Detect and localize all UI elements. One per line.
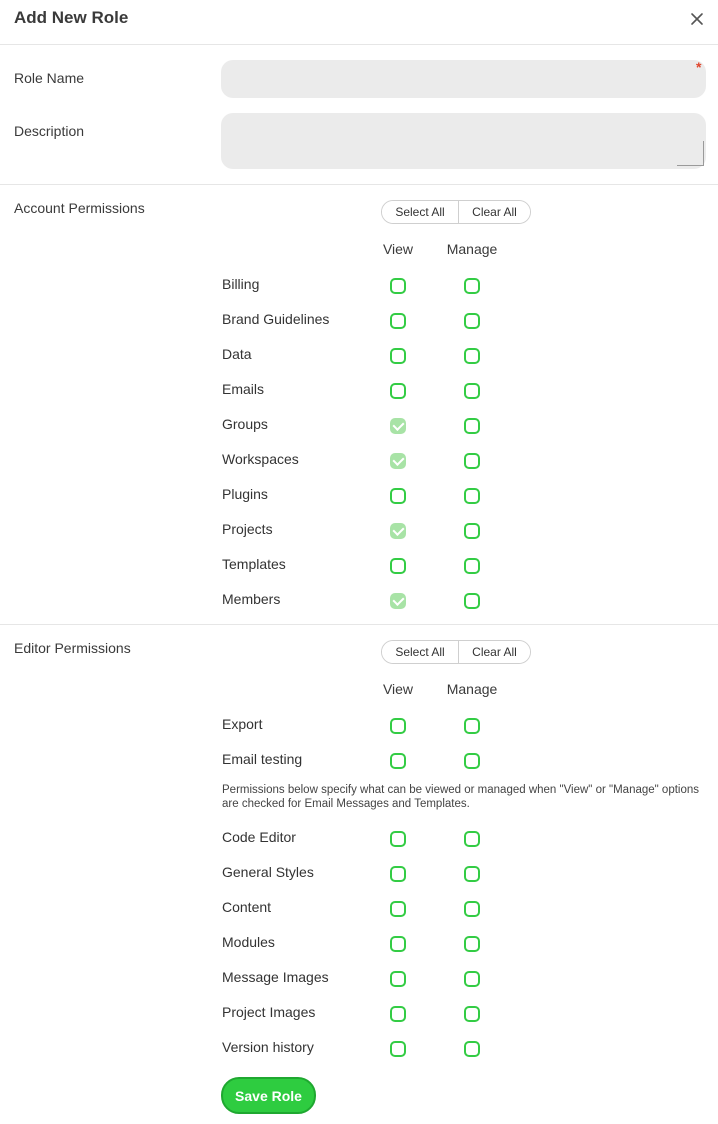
- permission-row-billing: [0, 268, 718, 303]
- view-checkbox-project-images[interactable]: [390, 1006, 406, 1022]
- manage-checkbox-members[interactable]: [464, 593, 480, 609]
- modal-title: Add New Role: [14, 8, 129, 27]
- view-checkbox-groups[interactable]: [390, 418, 406, 434]
- permission-label: General Styles: [222, 864, 314, 880]
- permission-row-export: [0, 708, 718, 743]
- account-clear-all-button[interactable]: Clear All: [459, 201, 530, 223]
- permission-row-projects: [0, 513, 718, 548]
- manage-checkbox-emails[interactable]: [464, 383, 480, 399]
- manage-checkbox-code-editor[interactable]: [464, 831, 480, 847]
- permission-row-brand-guidelines: [0, 303, 718, 338]
- permission-row-groups: [0, 408, 718, 443]
- manage-checkbox-workspaces[interactable]: [464, 453, 480, 469]
- description-label: Description: [14, 123, 85, 139]
- permission-row-workspaces: [0, 443, 718, 478]
- permissions-note: Permissions below specify what can be viewed or managed when "View" or "Manage" options are checked for Email Messages and Templates.: [222, 784, 700, 810]
- permission-row-version-history: [0, 1031, 718, 1066]
- view-checkbox-plugins[interactable]: [390, 488, 406, 504]
- permission-row-emails: [0, 373, 718, 408]
- account-permissions-title: Account Permissions: [14, 200, 145, 216]
- view-checkbox-version-history[interactable]: [390, 1041, 406, 1057]
- description-textarea[interactable]: [221, 113, 706, 169]
- view-checkbox-workspaces[interactable]: [390, 453, 406, 469]
- permission-label: Workspaces: [222, 451, 299, 467]
- view-checkbox-members[interactable]: [390, 593, 406, 609]
- permission-label: Data: [222, 346, 252, 362]
- manage-checkbox-version-history[interactable]: [464, 1041, 480, 1057]
- manage-checkbox-billing[interactable]: [464, 278, 480, 294]
- view-checkbox-email-testing[interactable]: [390, 753, 406, 769]
- permission-row-email-testing: [0, 743, 718, 778]
- permission-row-message-images: [0, 961, 718, 996]
- manage-checkbox-content[interactable]: [464, 901, 480, 917]
- permission-row-data: [0, 338, 718, 373]
- role-name-input[interactable]: [221, 60, 706, 98]
- view-checkbox-emails[interactable]: [390, 383, 406, 399]
- permission-label: Email testing: [222, 751, 303, 767]
- permission-row-code-editor: [0, 821, 718, 856]
- permission-label: Templates: [222, 556, 286, 572]
- manage-checkbox-plugins[interactable]: [464, 488, 480, 504]
- account-view-header: View: [382, 241, 414, 257]
- view-checkbox-message-images[interactable]: [390, 971, 406, 987]
- permission-label: Emails: [222, 381, 265, 397]
- permission-row-modules: [0, 926, 718, 961]
- permission-row-content: [0, 891, 718, 926]
- editor-manage-header: Manage: [446, 681, 498, 697]
- divider: [0, 184, 718, 185]
- permission-row-project-images: [0, 996, 718, 1031]
- view-checkbox-modules[interactable]: [390, 936, 406, 952]
- view-checkbox-code-editor[interactable]: [390, 831, 406, 847]
- save-role-button[interactable]: Save Role: [221, 1077, 316, 1114]
- editor-button-group: [381, 640, 531, 664]
- manage-checkbox-message-images[interactable]: [464, 971, 480, 987]
- modal-header: [0, 0, 718, 45]
- manage-checkbox-export[interactable]: [464, 718, 480, 734]
- account-select-all-button[interactable]: Select All: [382, 201, 459, 223]
- manage-checkbox-email-testing[interactable]: [464, 753, 480, 769]
- permission-label: Groups: [222, 416, 268, 432]
- permission-label: Project Images: [222, 1004, 316, 1020]
- permission-label: Version history: [222, 1039, 314, 1055]
- manage-checkbox-brand-guidelines[interactable]: [464, 313, 480, 329]
- permission-label: Code Editor: [222, 829, 296, 845]
- role-name-label: Role Name: [14, 70, 85, 86]
- view-checkbox-general-styles[interactable]: [390, 866, 406, 882]
- permission-label: Projects: [222, 521, 273, 537]
- permission-label: Export: [222, 716, 263, 732]
- editor-permissions-title: Editor Permissions: [14, 640, 131, 656]
- permission-label: Content: [222, 899, 272, 915]
- permission-row-general-styles: [0, 856, 718, 891]
- account-button-group: [381, 200, 531, 224]
- close-icon[interactable]: [688, 10, 706, 28]
- editor-view-header: View: [382, 681, 414, 697]
- manage-checkbox-projects[interactable]: [464, 523, 480, 539]
- editor-clear-all-button[interactable]: Clear All: [459, 641, 530, 663]
- manage-checkbox-general-styles[interactable]: [464, 866, 480, 882]
- divider: [0, 624, 718, 625]
- permission-label: Message Images: [222, 969, 329, 985]
- permission-label: Brand Guidelines: [222, 311, 330, 327]
- permission-row-templates: [0, 548, 718, 583]
- view-checkbox-billing[interactable]: [390, 278, 406, 294]
- permission-label: Modules: [222, 934, 275, 950]
- manage-checkbox-groups[interactable]: [464, 418, 480, 434]
- view-checkbox-export[interactable]: [390, 718, 406, 734]
- view-checkbox-brand-guidelines[interactable]: [390, 313, 406, 329]
- view-checkbox-projects[interactable]: [390, 523, 406, 539]
- view-checkbox-data[interactable]: [390, 348, 406, 364]
- view-checkbox-templates[interactable]: [390, 558, 406, 574]
- permission-row-plugins: [0, 478, 718, 513]
- view-checkbox-content[interactable]: [390, 901, 406, 917]
- account-manage-header: Manage: [446, 241, 498, 257]
- required-mark: *: [696, 59, 702, 75]
- manage-checkbox-data[interactable]: [464, 348, 480, 364]
- permission-label: Plugins: [222, 486, 268, 502]
- manage-checkbox-templates[interactable]: [464, 558, 480, 574]
- manage-checkbox-modules[interactable]: [464, 936, 480, 952]
- editor-select-all-button[interactable]: Select All: [382, 641, 459, 663]
- resize-handle[interactable]: [677, 141, 704, 166]
- permission-label: Members: [222, 591, 281, 607]
- permission-label: Billing: [222, 276, 260, 292]
- permission-row-members: [0, 583, 718, 618]
- manage-checkbox-project-images[interactable]: [464, 1006, 480, 1022]
